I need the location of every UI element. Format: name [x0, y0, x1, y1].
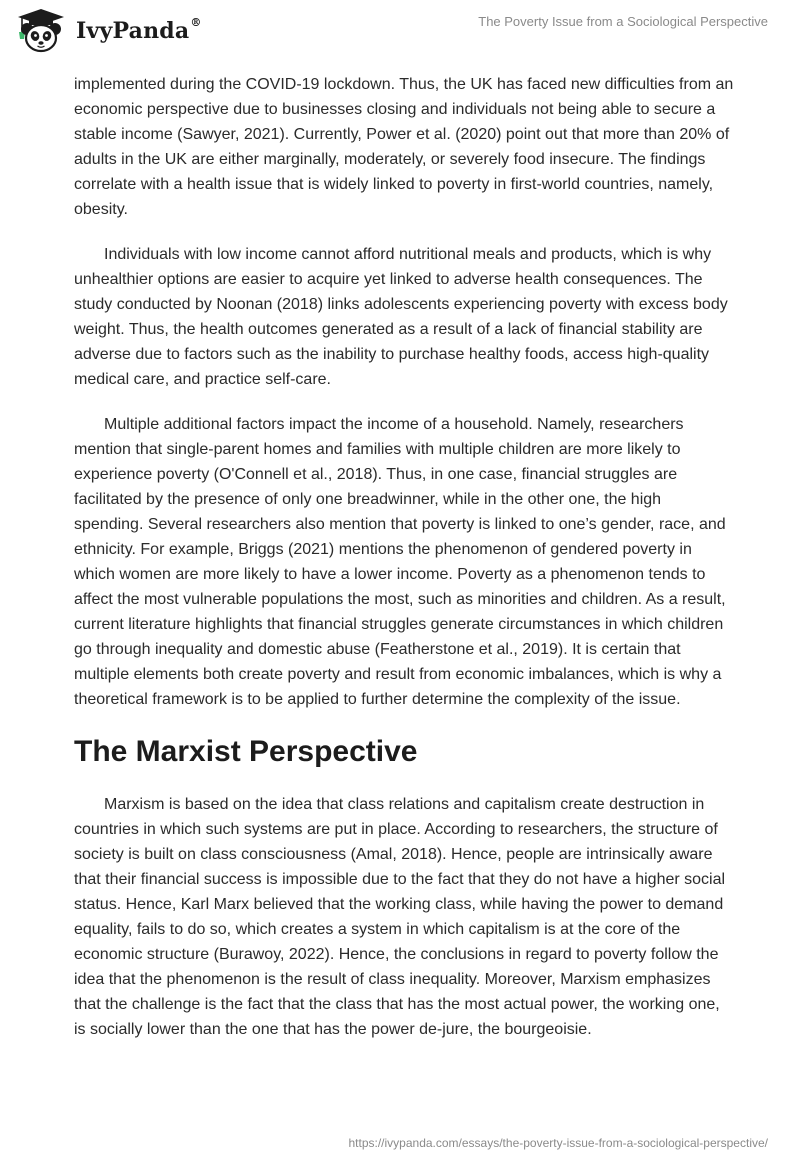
- footer-source-url[interactable]: https://ivypanda.com/essays/the-poverty-issue-from-a-sociological-perspective/: [348, 1136, 768, 1150]
- paragraph-household-factors: Multiple additional factors impact the income of a household. Namely, researchers mention that single-parent homes and families with multiple children are more likely to experience poverty (O'Connell et al., 2018). Thus, in one case, financial struggles are facilitated by the presence of only one breadwinner, while in the other one, the high spending. Several researchers also mention that poverty is linked to one’s gender, race, and ethnicity. For example, Briggs (2021) mentions the phenomenon of gendered poverty in which women are more likely to have a lower income. Poverty as a phenomenon tends to affect the most vulnerable populations the most, such as minorities and children. As a result, current literature highlights that financial struggles generate circumstances in which children go through inequality and domestic abuse (Featherstone et al., 2019). It is certain that multiple elements both create poverty and result from economic imbalances, which is why a theoretical framework is to be applied to further determine the complexity of the issue.: [74, 416, 726, 708]
- paragraph-continued: implemented during the COVID-19 lockdown. Thus, the UK has faced new difficulties from an economic perspective due to businesses closing and individuals not being able to secure a stable income (Sawyer, 2021). Currently, Power et al. (2020) point out that more than 20% of adults in the UK are either marginally, moderately, or severely food insecure. The findings correlate with a health issue that is widely linked to poverty in first-world countries, namely, obesity.: [74, 76, 734, 218]
- paragraph-marxism: Marxism is based on the idea that class relations and capitalism create destruction in countries in which such systems are put in place. According to researchers, the structure of society is built on class consciousness (Amal, 2018). Hence, people are intrinsically aware that their financial success is impossible due to the fact that they do not have a higher social status. Hence, Karl Marx believed that the working class, while having the power to demand equality, fails to do so, which creates a system in which capitalism is at the core of the economic structure (Burawoy, 2022). Hence, the conclusions in regard to poverty follow the idea that the phenomenon is the result of class inequality. Moreover, Marxism emphasizes that the challenge is the fact that the class that has the most actual power, the working one, is socially lower than the one that has the power de-jure, the bourgeoisie.: [74, 796, 726, 1038]
- brand-name-text: IvyPanda: [76, 18, 190, 44]
- page-header: [0, 0, 800, 70]
- essay-content: [74, 72, 734, 1062]
- panda-graduate-icon: [16, 8, 66, 54]
- section-heading-marxist: The Marxist Perspective: [74, 735, 418, 768]
- brand-name: [76, 18, 202, 44]
- document-title: The Poverty Issue from a Sociological Perspective: [478, 14, 768, 29]
- ivypanda-logo[interactable]: [16, 8, 202, 54]
- brand-registered-mark: ®: [190, 16, 202, 29]
- paragraph-health-outcomes: Individuals with low income cannot afford nutritional meals and products, which is why unhealthier options are easier to acquire yet linked to adverse health consequences. The study conducted by Noonan (2018) links adolescents experiencing poverty with excess body weight. Thus, the health outcomes generated as a result of a lack of financial stability are adverse due to factors such as the inability to purchase healthy foods, access high-quality medical care, and practice self-care.: [74, 246, 728, 388]
